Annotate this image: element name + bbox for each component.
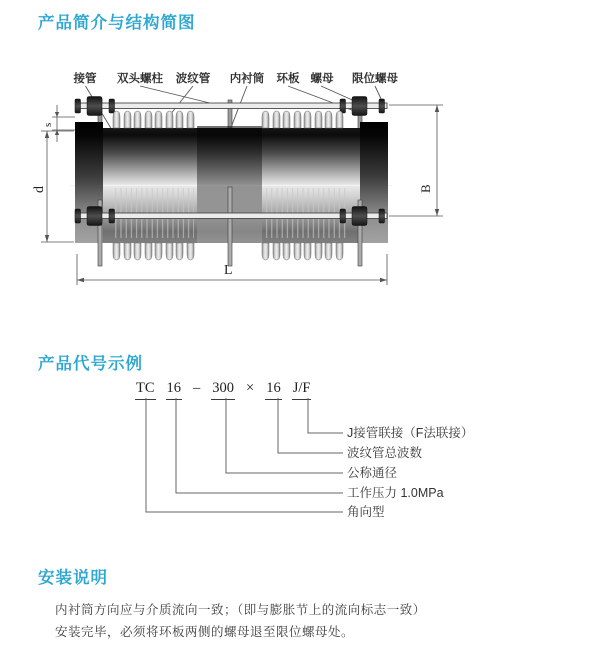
dim-label-d: d: [32, 186, 47, 193]
annotation-nominal-diameter: 公称通径: [347, 466, 398, 480]
install-line-2: 安装完毕，必须将环板两侧的螺母退至限位螺母处。: [55, 625, 355, 639]
annotation-angular-type: 角向型: [347, 505, 385, 519]
annotation-wave-count: 波纹管总波数: [347, 446, 423, 460]
install-instructions: [55, 599, 426, 643]
code-token-dash: –: [193, 380, 201, 396]
part-label-inner-sleeve: 内衬筒: [229, 73, 265, 85]
code-token-waves: 16: [265, 380, 282, 400]
part-label-bellows: 波纹管: [175, 73, 211, 85]
code-token-times: ×: [246, 380, 255, 396]
part-label-nut: 螺母: [310, 73, 334, 85]
part-label-ring-plate: 环板: [276, 73, 300, 85]
annotation-connection: J接管联接（F法联接）: [347, 426, 474, 440]
code-token-diameter: 300: [211, 380, 235, 400]
structure-diagram: [0, 0, 600, 320]
code-token-connection: J/F: [292, 380, 312, 400]
expansion-joint-drawing: [30, 60, 470, 305]
dim-label-B: B: [418, 184, 433, 193]
install-line-1: 内衬筒方向应与介质流向一致；（即与膨胀节上的流向标志一致）: [55, 603, 426, 617]
code-token-pressure: 16: [166, 380, 183, 400]
dim-label-L: L: [224, 263, 233, 278]
annotation-working-pressure: 工作压力 1.0MPa: [347, 486, 444, 500]
part-label-limit-nut: 限位螺母: [352, 73, 398, 85]
install-section-title: 安装说明: [38, 569, 108, 587]
part-label-connecting-pipe: 接管: [73, 73, 97, 85]
code-section-title: 产品代号示例: [38, 355, 143, 373]
dim-label-s: s: [42, 122, 54, 127]
intro-section-title: 产品简介与结构简图: [38, 14, 196, 32]
part-label-stud: 双头螺柱: [117, 73, 163, 85]
code-token-type: TC: [135, 380, 156, 400]
